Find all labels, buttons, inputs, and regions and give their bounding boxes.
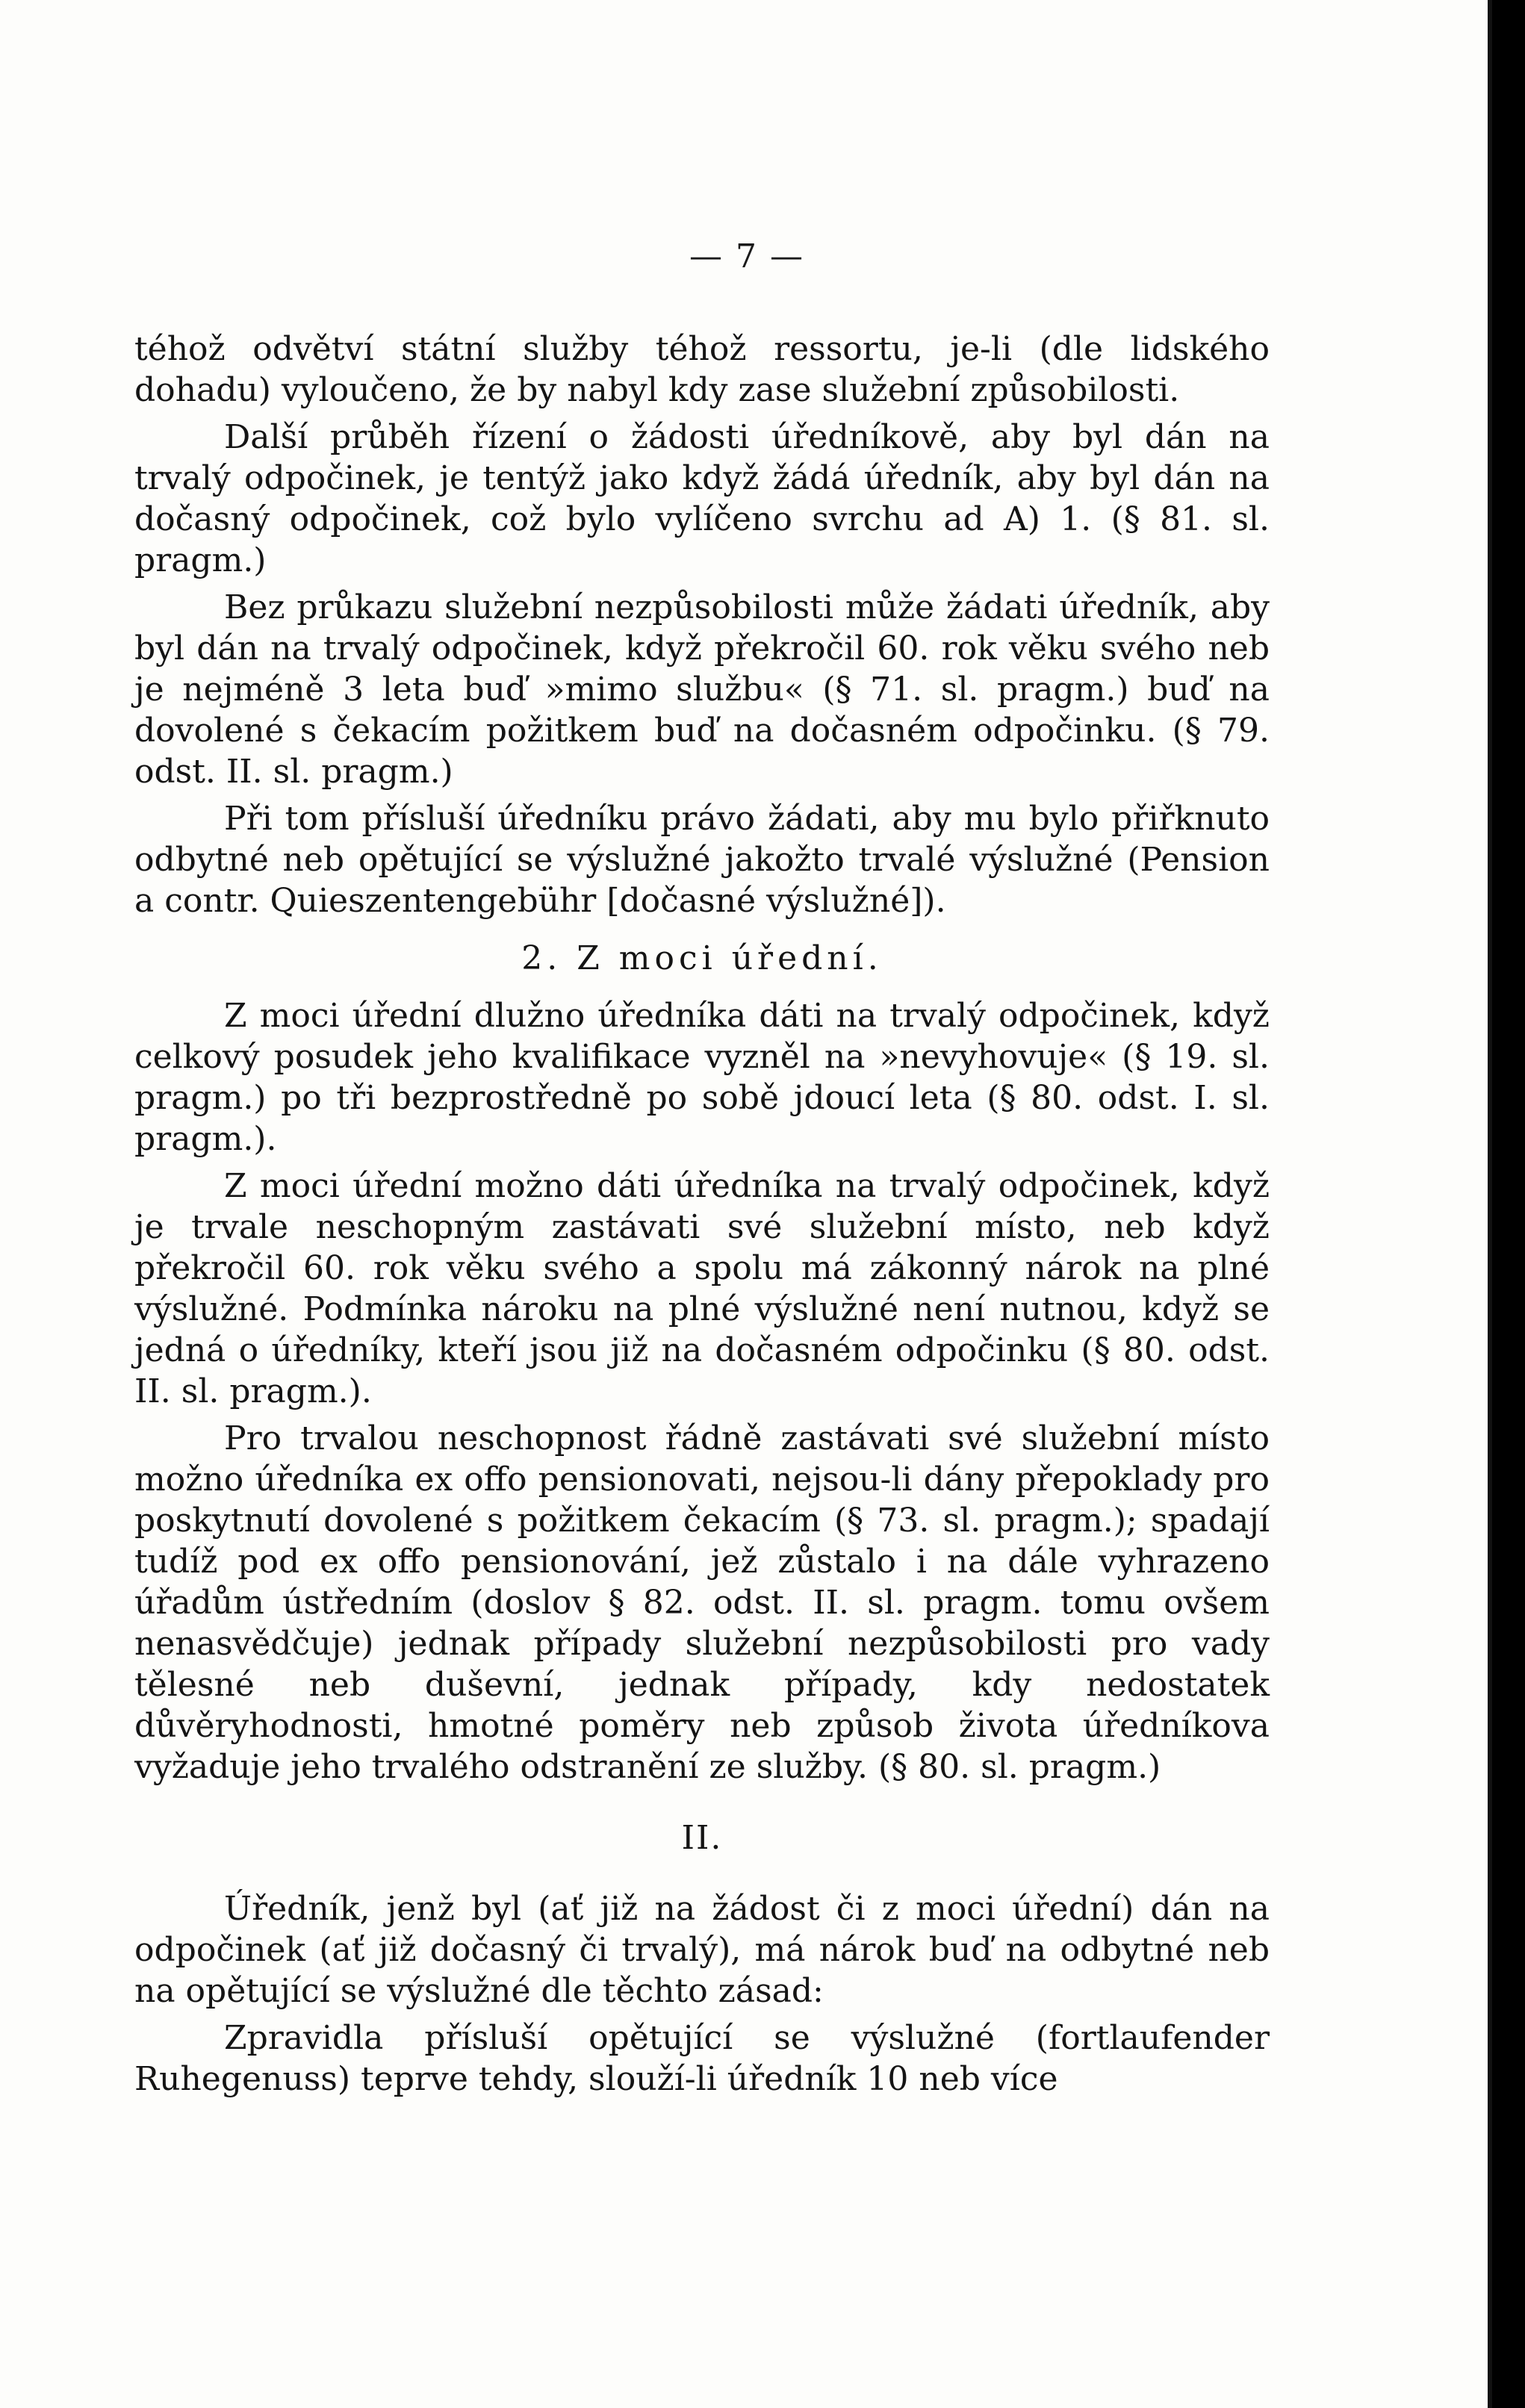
paragraph: Bez průkazu služební nezpůsobilosti může žádati úředník, aby byl dán na trvalý odpočinek, když překročil 60. rok věku svého neb je nejméně 3 leta buď »mimo službu« (§ 71. sl. pragm.) buď na dovolené s čekacím požitkem buď na dočasném odpočinku. (§ 79. odst. II. sl. pragm.) (134, 588, 1270, 791)
section-heading-roman: II. (681, 1819, 723, 1857)
paragraph: Z moci úřední možno dáti úředníka na trvalý odpočinek, když je trvale neschopným zastávati své služební místo, neb když překročil 60. rok věku svého a spolu má zákonný nárok na plné výslužné. Podmínka nároku na plné výslužné není nutnou, když se jedná o úředníky, kteří jsou již na dočasném odpočinku (§ 80. odst. II. sl. pragm.). (134, 1167, 1270, 1410)
paragraph: Další průběh řízení o žádosti úředníkově, aby byl dán na trvalý odpočinek, je tentýž jako když žádá úředník, aby byl dán na dočasný odpočinek, což bylo vylíčeno svrchu ad A) 1. (§ 81. sl. pragm.) (134, 418, 1270, 579)
section-heading: 2. Z moci úřední. (521, 939, 883, 977)
body-text (134, 329, 1270, 2106)
paragraph: téhož odvětví státní služby téhož ressortu, je-li (dle lidského dohadu) vyloučeno, že by nabyl kdy zase služební způsobilosti. (134, 330, 1270, 409)
paragraph: Z moci úřední dlužno úředníka dáti na trvalý odpočinek, když celkový posudek jeho kvalifikace vyzněl na »nevyhovuje« (§ 19. sl. pragm.) po tři bezprostředně po sobě jdoucí leta (§ 80. odst. I. sl. pragm.). (134, 997, 1270, 1158)
paragraph: Při tom přísluší úředníku právo žádati, aby mu bylo přiřknuto odbytné neb opětující se výslužné jakožto trvalé výslužné (Pension a contr. Quieszentengebühr [dočasné výslužné]). (134, 800, 1270, 920)
paragraph: Zpravidla přísluší opětující se výslužné (fortlaufender Ruhegenuss) teprve tehdy, slouží-li úředník 10 neb více (134, 2019, 1270, 2098)
paragraph: Úředník, jenž byl (ať již na žádost či z moci úřední) dán na odpočinek (ať již dočasný či trvalý), má nárok buď na odbytné neb na opětující se výslužné dle těchto zásad: (134, 1890, 1270, 2010)
paragraph: Pro trvalou neschopnost řádně zastávati své služební místo možno úředníka ex offo pensionovati, nejsou-li dány přepoklady pro poskytnutí dovolené s požitkem čekacím (§ 73. sl. pragm.); spadají tudíž pod ex offo pensionování, jež zůstalo i na dále vyhrazeno úřadům ústředním (doslov § 82. odst. II. sl. pragm. tomu ovšem nenasvědčuje) jednak případy služební nezpůsobilosti pro vady tělesné neb duševní, jednak případy, kdy nedostatek důvěryhodnosti, hmotné poměry neb způsob života úředníkova vyžaduje jeho trvalého odstranění ze služby. (§ 80. sl. pragm.) (134, 1419, 1270, 1786)
page-number: — 7 — (689, 237, 804, 276)
